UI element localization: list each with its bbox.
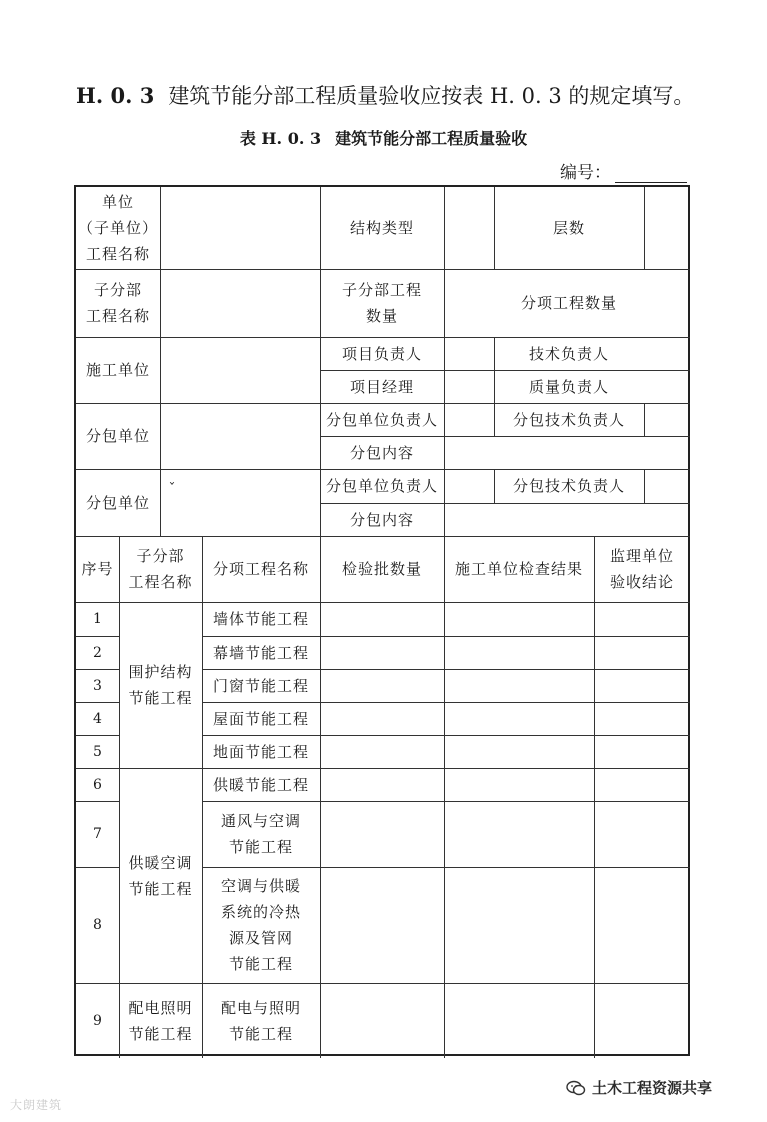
grid-line	[444, 503, 445, 536]
subcontractor-1-content-label: 分包内容	[349, 443, 414, 462]
column-header-supervisor-conclusion: 监理单位 验收结论	[609, 547, 674, 591]
item-count-label: 分项工程数量	[520, 294, 617, 312]
table-caption	[0, 126, 767, 149]
watermark-right	[566, 1077, 712, 1098]
grid-line	[444, 469, 445, 503]
column-header-batch-count: 检验批数量	[341, 560, 422, 578]
structure-type-label: 结构类型	[349, 219, 414, 237]
row-seq: 9	[93, 1012, 102, 1029]
row-seq: 3	[93, 677, 102, 694]
clause-text: 建筑节能分部工程质量验收应按表 H. 0. 3 的规定填写。	[168, 84, 695, 108]
subcontractor-1-leader-label: 分包单位负责人	[325, 410, 438, 429]
column-header-seq: 序号	[81, 560, 114, 578]
table-code: 表 H. 0. 3	[239, 129, 322, 148]
grid-line	[644, 403, 645, 436]
row-seq: 7	[93, 826, 102, 842]
group-sub-division-name: 供暖空调 节能工程	[128, 853, 193, 898]
column-header-contractor-result: 施工单位检查结果	[454, 560, 583, 578]
row-seq: 1	[93, 611, 102, 627]
row-seq: 8	[93, 917, 102, 933]
grid-line	[444, 337, 445, 436]
row-seq: 2	[93, 644, 102, 661]
grid-line	[594, 536, 595, 1058]
row-seq: 4	[93, 710, 102, 727]
serial-blank	[615, 164, 687, 183]
clause-heading	[76, 80, 716, 110]
construction-unit-label: 施工单位	[85, 361, 150, 379]
watermark-right-text: 土木工程资源共享	[592, 1079, 713, 1097]
subcontractor-2-content-label: 分包内容	[349, 510, 414, 529]
row-item-name: 供暖节能工程	[212, 775, 309, 794]
subcontractor-1-tech-leader-label: 分包技术负责人	[512, 410, 625, 429]
row-item-name: 空调与供暖 系统的冷热 源及管网 节能工程	[220, 877, 301, 973]
sub-division-name-label: 子分部 工程名称	[85, 281, 150, 325]
row-item-name: 幕墙节能工程	[212, 643, 309, 662]
grid-line	[444, 187, 445, 337]
project-manager-label: 项目经理	[349, 377, 414, 396]
column-header-item-name: 分项工程名称	[212, 560, 309, 578]
stray-mark: ˇ	[168, 481, 176, 497]
floors-label: 层数	[552, 219, 585, 237]
row-seq: 6	[93, 776, 102, 793]
row-item-name: 地面节能工程	[212, 742, 309, 761]
group-sub-division-name: 配电照明 节能工程	[128, 998, 193, 1043]
subcontractor-2-leader-label: 分包单位负责人	[325, 477, 438, 495]
wechat-icon	[566, 1080, 586, 1096]
row-item-name: 门窗节能工程	[212, 676, 309, 695]
row-item-name: 墙体节能工程	[212, 610, 309, 628]
row-seq: 5	[93, 743, 102, 760]
technical-leader-label: 技术负责人	[528, 344, 609, 363]
serial-number	[560, 158, 687, 183]
serial-label: 编号：	[560, 163, 611, 183]
unit-project-name-label: 单位 （子单位） 工程名称	[77, 193, 158, 263]
sub-division-count-label: 子分部工程 数量	[341, 281, 422, 325]
subcontractor-2-tech-leader-label: 分包技术负责人	[512, 477, 625, 495]
grid-line	[444, 536, 445, 1058]
quality-leader-label: 质量负责人	[528, 377, 609, 396]
group-sub-division-name: 围护结构 节能工程	[128, 663, 193, 707]
grid-line	[320, 536, 321, 1058]
column-header-sub-division: 子分部 工程名称	[128, 547, 193, 591]
grid-line	[644, 469, 645, 503]
row-item-name: 配电与照明 节能工程	[220, 998, 301, 1043]
subcontractor-1-label: 分包单位	[85, 427, 150, 445]
table-title: 建筑节能分部工程质量验收	[335, 129, 528, 148]
grid-line	[444, 436, 445, 469]
row-item-name: 通风与空调 节能工程	[220, 812, 301, 856]
clause-code: H. 0. 3	[76, 83, 155, 108]
row-item-name: 屋面节能工程	[212, 709, 309, 728]
project-leader-label: 项目负责人	[341, 344, 422, 363]
acceptance-table	[74, 185, 690, 1056]
watermark-left: 大朗建筑	[10, 1098, 63, 1112]
grid-line	[644, 187, 645, 269]
subcontractor-2-label: 分包单位	[85, 493, 150, 512]
